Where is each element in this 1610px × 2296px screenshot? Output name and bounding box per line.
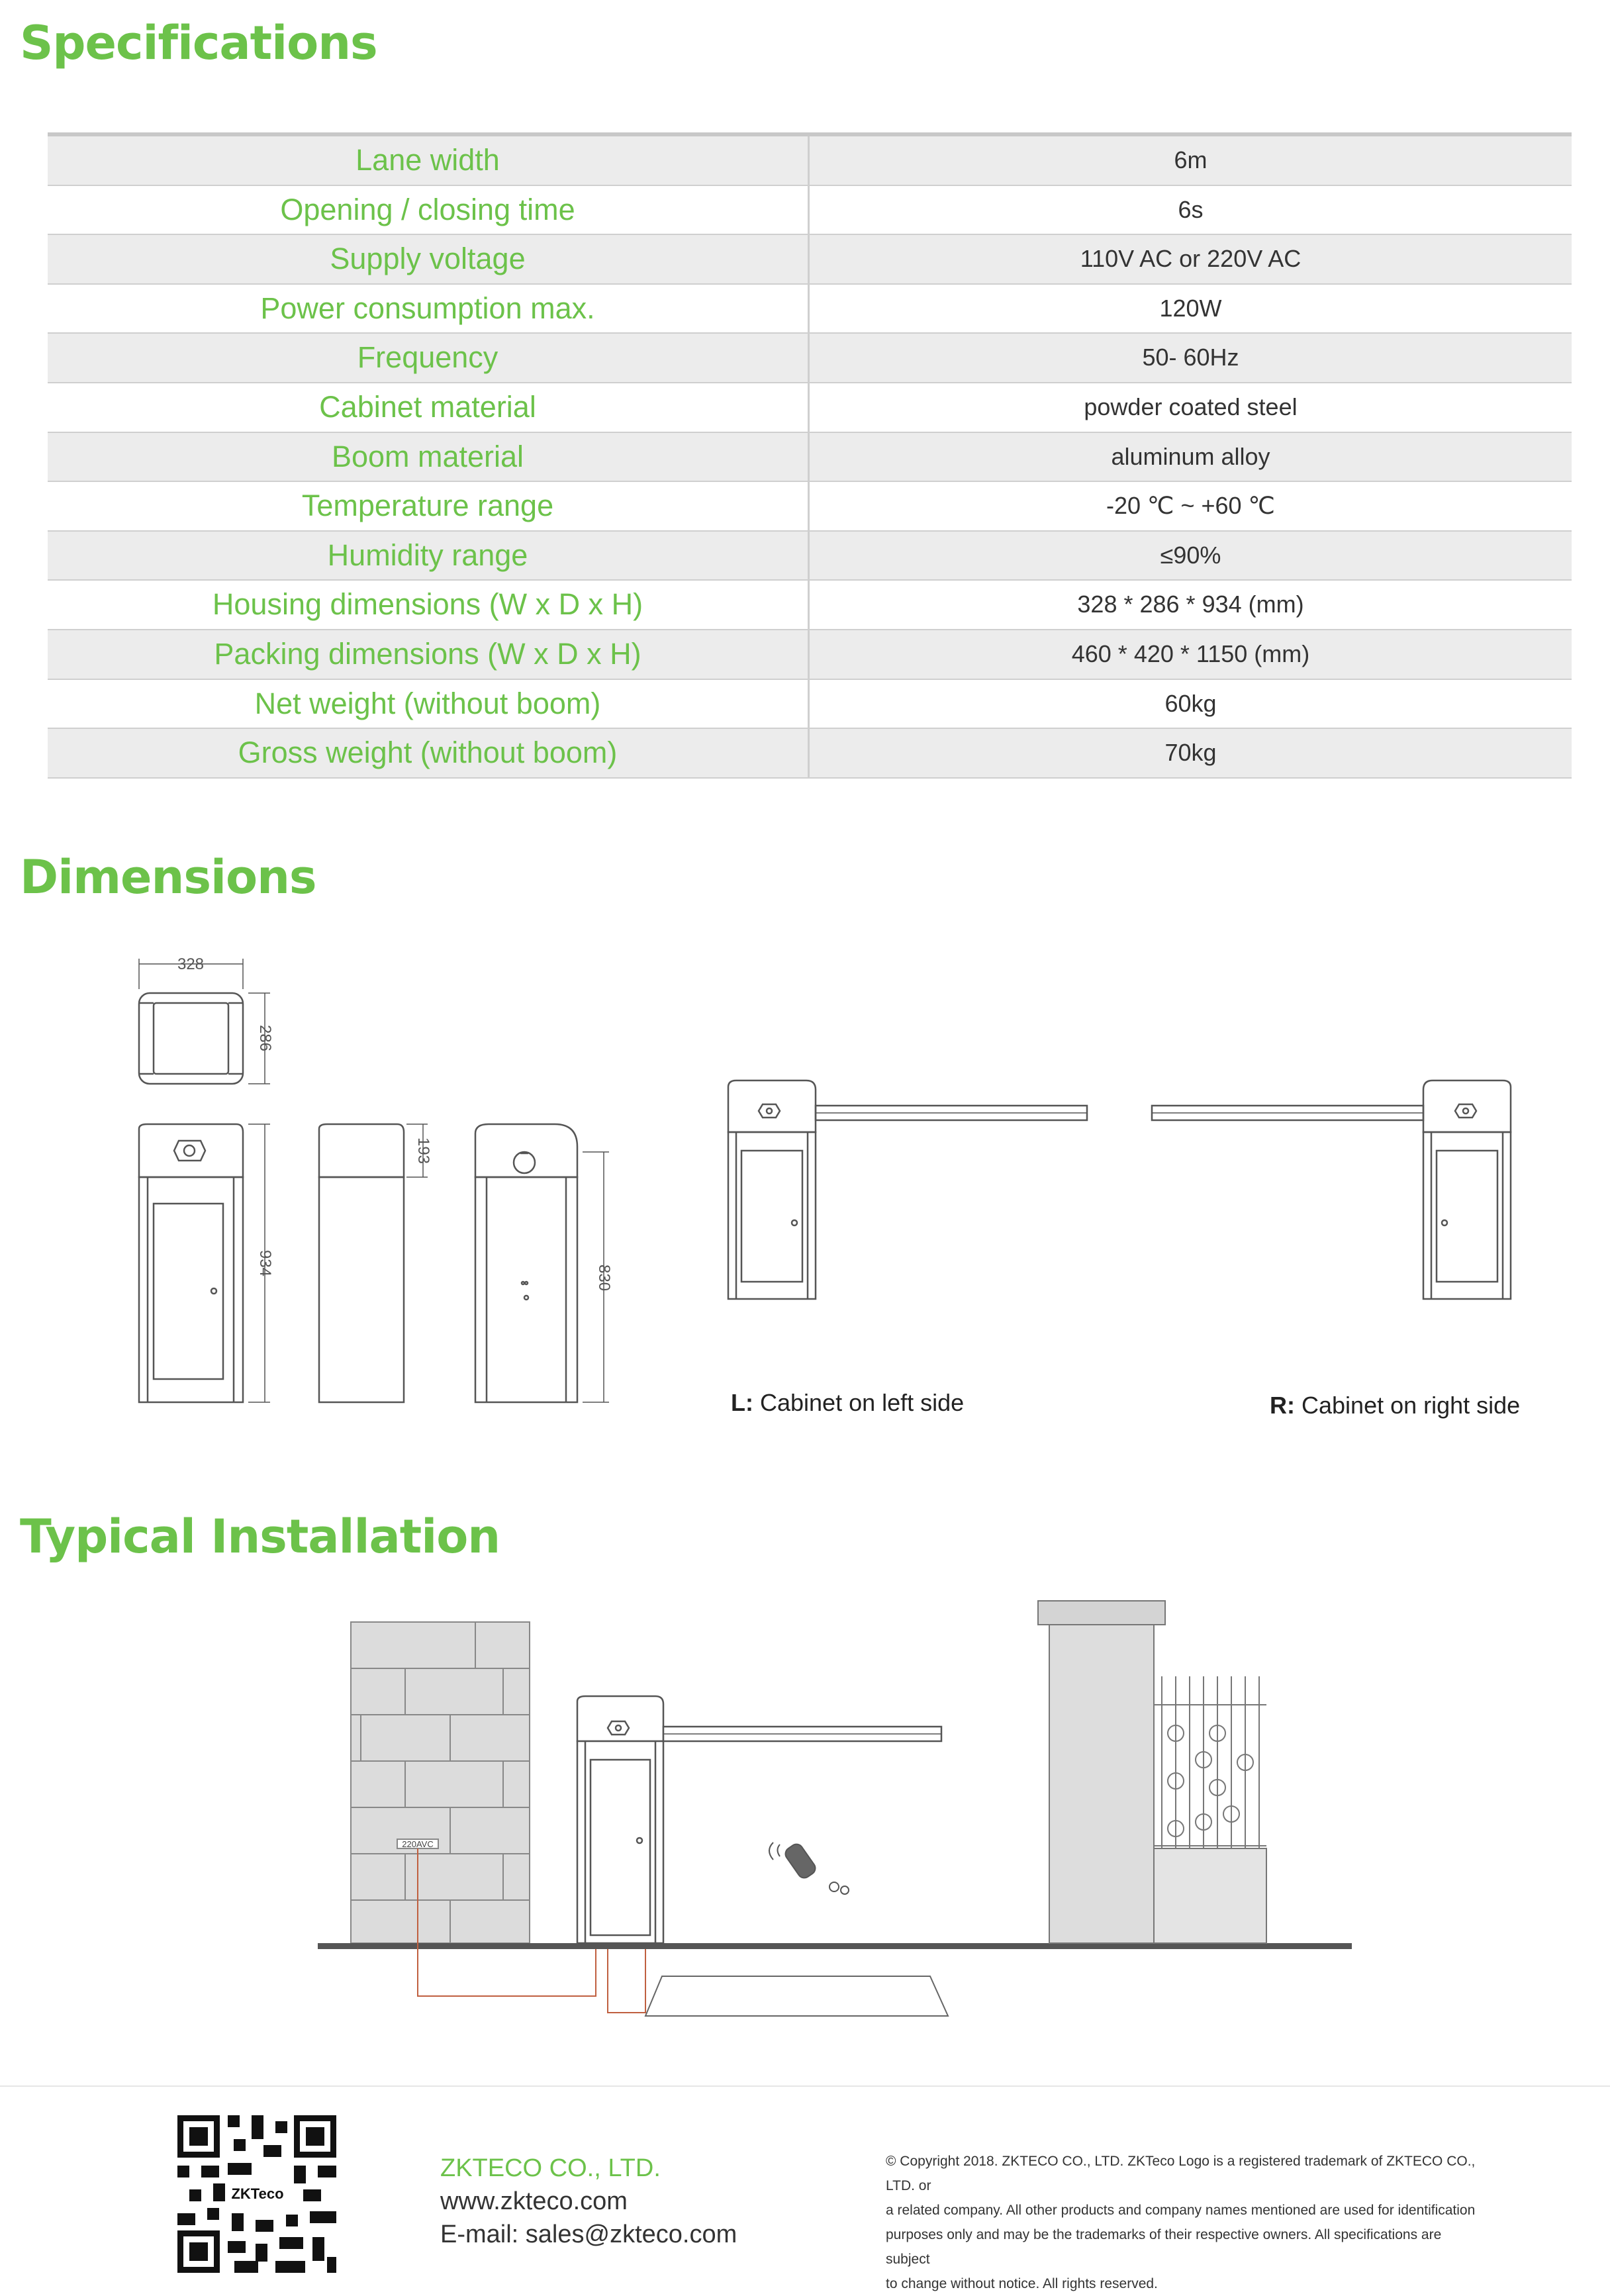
- spec-value: 60kg: [1164, 689, 1217, 717]
- spec-label: Boom material: [48, 433, 810, 481]
- fence-drawing: [1154, 1676, 1266, 1943]
- spec-label: Cabinet material: [48, 383, 810, 432]
- spec-label: Supply voltage: [48, 235, 810, 283]
- spec-label: Temperature range: [48, 482, 810, 530]
- company-name: ZKTECO CO., LTD.: [440, 2154, 661, 2182]
- qr-logo-mark: ZKTeco: [231, 2185, 284, 2202]
- spec-table: [48, 132, 1572, 779]
- installation-heading: Typical Installation: [20, 1509, 500, 1564]
- side-view-drawing: [319, 1124, 428, 1402]
- loop-detector-drawing: [645, 1976, 948, 2016]
- company-email[interactable]: E-mail: sales@zkteco.com: [440, 2221, 737, 2248]
- spec-label: Housing dimensions (W x D x H): [48, 581, 810, 629]
- footer-divider: [0, 2085, 1610, 2087]
- company-website[interactable]: www.zkteco.com: [440, 2187, 628, 2215]
- spec-value: 50- 60Hz: [1142, 344, 1239, 371]
- installation-barrier-drawing: [577, 1696, 941, 1943]
- spec-label: Gross weight (without boom): [48, 729, 810, 777]
- spec-value: powder coated steel: [1084, 393, 1298, 420]
- legal-line: © Copyright 2018. ZKTECO CO., LTD. ZKTeco Logo is a registered trademark of ZKTECO CO., LTD. or: [886, 2154, 1476, 2193]
- table-row: [48, 433, 1572, 483]
- brick-wall-drawing: [351, 1622, 530, 1943]
- caption-right-text: Cabinet on right side: [1295, 1392, 1521, 1419]
- table-row: [48, 482, 1572, 532]
- specifications-heading: Specifications: [20, 16, 377, 70]
- installation-drawing: [0, 1589, 1610, 2052]
- power-supply-label: 220AVC: [402, 1839, 434, 1849]
- table-row: [48, 630, 1572, 680]
- barrier-right-drawing: [1152, 1080, 1511, 1299]
- spec-label: Power consumption max.: [48, 285, 810, 333]
- remote-control-icon: [769, 1842, 849, 1894]
- spec-value: aluminum alloy: [1111, 442, 1270, 470]
- rear-view-drawing: [475, 1124, 609, 1402]
- dimension-drawings: [0, 940, 1610, 1430]
- caption-right-side: [1270, 1392, 1520, 1419]
- table-row: [48, 235, 1572, 285]
- spec-value: -20 ℃ ~ +60 ℃: [1106, 492, 1275, 520]
- table-row: [48, 729, 1572, 779]
- table-row: [48, 136, 1572, 186]
- table-row: [48, 383, 1572, 433]
- table-row: [48, 334, 1572, 383]
- spec-value: 6m: [1174, 146, 1208, 173]
- table-row: [48, 680, 1572, 730]
- dimension-width-label: 328: [177, 955, 205, 973]
- caption-left-text: Cabinet on left side: [753, 1389, 965, 1416]
- front-view-drawing: [139, 1124, 270, 1402]
- dimension-depth-label: 286: [256, 1024, 274, 1052]
- top-view-drawing: [139, 959, 270, 1084]
- caption-left-side: [731, 1389, 964, 1417]
- table-row: [48, 581, 1572, 630]
- spec-value: 460 * 420 * 1150 (mm): [1071, 640, 1310, 667]
- spec-label: Packing dimensions (W x D x H): [48, 630, 810, 679]
- ground-line: [318, 1943, 1352, 1949]
- table-row: [48, 186, 1572, 236]
- spec-value: 70kg: [1164, 739, 1217, 767]
- spec-label: Opening / closing time: [48, 186, 810, 234]
- gate-pillar-drawing: [1038, 1601, 1165, 1943]
- qr-code-icon: [177, 2115, 336, 2273]
- spec-label: Net weight (without boom): [48, 680, 810, 728]
- spec-label: Frequency: [48, 334, 810, 382]
- dimension-height-label: 934: [256, 1249, 274, 1277]
- spec-value: 110V AC or 220V AC: [1080, 245, 1302, 273]
- spec-label: Humidity range: [48, 532, 810, 580]
- legal-notice: [886, 2149, 1482, 2296]
- caption-left-key: L:: [731, 1389, 753, 1416]
- dimension-inner-label: 830: [595, 1264, 613, 1292]
- barrier-left-drawing: [728, 1080, 1087, 1299]
- legal-line: a related company. All other products and company names mentioned are used for identification: [886, 2203, 1476, 2218]
- caption-right-key: R:: [1270, 1392, 1295, 1419]
- table-row: [48, 532, 1572, 581]
- spec-value: ≤90%: [1160, 541, 1221, 569]
- legal-line: to change without notice. All rights reserved.: [886, 2276, 1158, 2291]
- dimensions-heading: Dimensions: [20, 850, 316, 904]
- legal-line: purposes only and may be the trademarks of their respective owners. All specifications are subject: [886, 2227, 1442, 2267]
- spec-label: Lane width: [48, 136, 810, 185]
- dimension-top-label: 193: [414, 1137, 432, 1165]
- spec-value: 120W: [1159, 294, 1222, 322]
- spec-value: 328 * 286 * 934 (mm): [1077, 591, 1304, 618]
- spec-value: 6s: [1178, 195, 1204, 223]
- table-row: [48, 285, 1572, 334]
